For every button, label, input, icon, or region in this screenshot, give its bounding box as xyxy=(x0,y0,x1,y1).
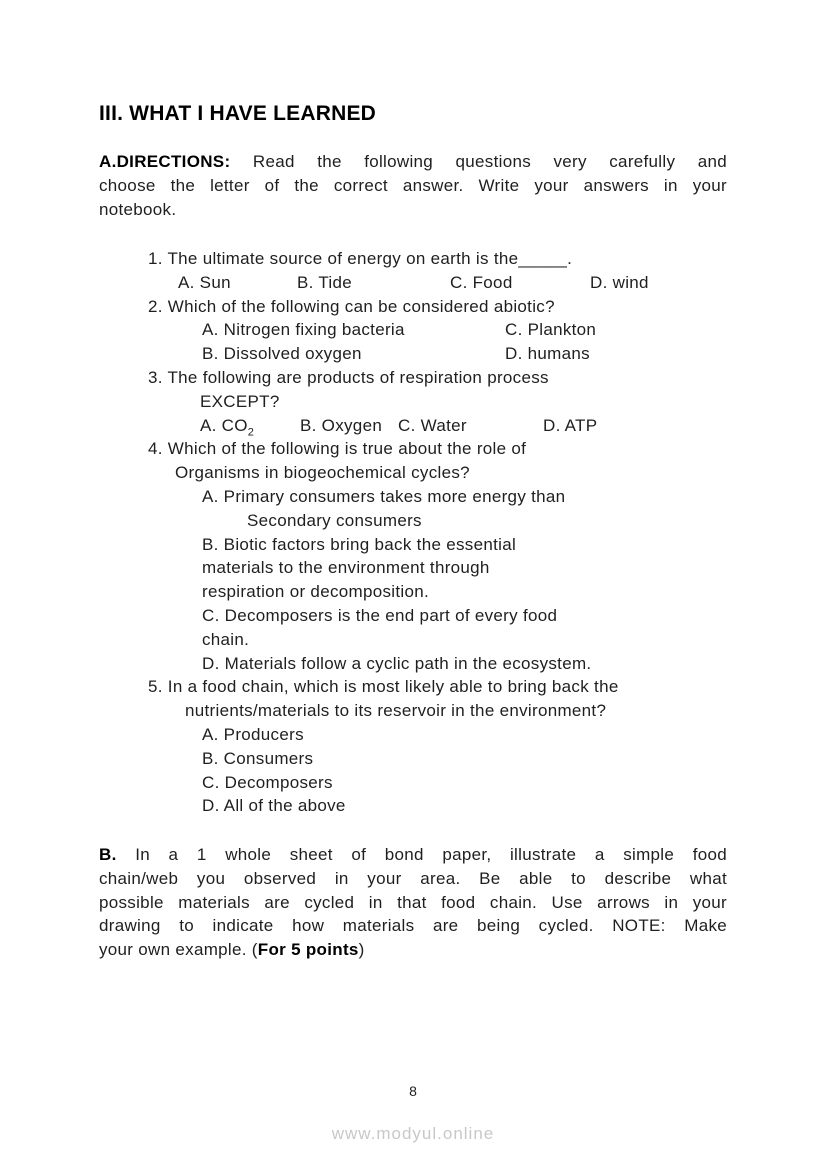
page-number: 8 xyxy=(409,1083,417,1099)
section-b-text: ) xyxy=(358,940,365,960)
q2-option-d: D. humans xyxy=(505,344,590,364)
q2-option-a: A. Nitrogen fixing bacteria xyxy=(202,320,405,340)
question-3-text: 3. The following are products of respiration process xyxy=(148,367,549,387)
section-b-text: your own example. ( xyxy=(99,940,258,960)
q4-option-c-line-2: chain. xyxy=(202,629,250,649)
directions-line xyxy=(99,150,727,174)
question-3-options xyxy=(99,414,727,438)
directions-line: choose the letter of the correct answer. Write your answers in your xyxy=(99,175,727,195)
section-b-line: possible materials are cycled in that food chain. Use arrows in your xyxy=(99,892,727,912)
section-b-label: B. xyxy=(99,845,117,864)
q2-option-b: B. Dissolved oxygen xyxy=(202,344,362,364)
section-b-line xyxy=(99,938,727,962)
q3-option-a-subscript: 2 xyxy=(247,425,255,438)
q3-option-d: D. ATP xyxy=(543,415,598,435)
q3-option-c: C. Water xyxy=(398,415,467,435)
q1-option-b: B. Tide xyxy=(297,272,353,292)
question-3-text-2: EXCEPT? xyxy=(200,391,280,411)
question-5-text: 5. In a food chain, which is most likely able to bring back the xyxy=(148,677,619,697)
q2-option-c: C. Plankton xyxy=(505,320,597,340)
q1-option-a: A. Sun xyxy=(178,272,231,292)
question-1-options xyxy=(99,271,727,295)
q4-option-a-line-2: Secondary consumers xyxy=(247,510,422,530)
q5-option-b: B. Consumers xyxy=(202,748,314,768)
q4-option-b-line-3: respiration or decomposition. xyxy=(202,582,429,602)
question-2-text: 2. Which of the following can be considered abiotic? xyxy=(148,296,555,316)
question-2-options-row-1 xyxy=(99,318,727,342)
section-b-line xyxy=(99,843,727,867)
q4-option-b-line-1: B. Biotic factors bring back the essential xyxy=(202,534,517,554)
watermark-text: www.modyul.online xyxy=(331,1124,495,1143)
q5-option-d: D. All of the above xyxy=(202,796,346,816)
directions-text: Read the following questions very carefully and xyxy=(230,152,727,171)
section-b-line: chain/web you observed in your area. Be able to describe what xyxy=(99,868,727,888)
question-4-text-2: Organisms in biogeochemical cycles? xyxy=(175,463,470,483)
q1-option-d: D. wind xyxy=(590,272,649,292)
question-5-text-2: nutrients/materials to its reservoir in the environment? xyxy=(185,701,607,721)
q1-option-c: C. Food xyxy=(450,272,513,292)
question-4-text: 4. Which of the following is true about the role of xyxy=(148,439,527,459)
question-list xyxy=(99,247,727,818)
q5-option-a: A. Producers xyxy=(202,724,304,744)
directions-line: notebook. xyxy=(99,199,177,219)
q3-option-b: B. Oxygen xyxy=(300,415,383,435)
question-1-text: 1. The ultimate source of energy on earth is the_____. xyxy=(148,249,573,268)
question-2-options-row-2 xyxy=(99,342,727,366)
q3-option-a xyxy=(200,414,254,438)
section-b-line: drawing to indicate how materials are being cycled. NOTE: Make xyxy=(99,916,727,936)
q4-option-d: D. Materials follow a cyclic path in the ecosystem. xyxy=(202,653,592,673)
page-title: III. WHAT I HAVE LEARNED xyxy=(99,102,377,125)
section-b-paragraph xyxy=(99,843,727,962)
q4-option-b-line-2: materials to the environment through xyxy=(202,558,490,578)
q4-option-a-line-1: A. Primary consumers takes more energy than xyxy=(202,486,566,506)
q5-option-c: C. Decomposers xyxy=(202,772,333,792)
directions-paragraph xyxy=(99,150,727,221)
section-b-text: In a 1 whole sheet of bond paper, illustrate a simple food xyxy=(116,845,727,864)
q3-option-a-text: A. CO xyxy=(200,415,248,435)
section-b-points-bold: For 5 points xyxy=(257,940,359,960)
directions-label: A.DIRECTIONS: xyxy=(99,152,231,171)
q4-option-c-line-1: C. Decomposers is the end part of every food xyxy=(202,605,558,625)
